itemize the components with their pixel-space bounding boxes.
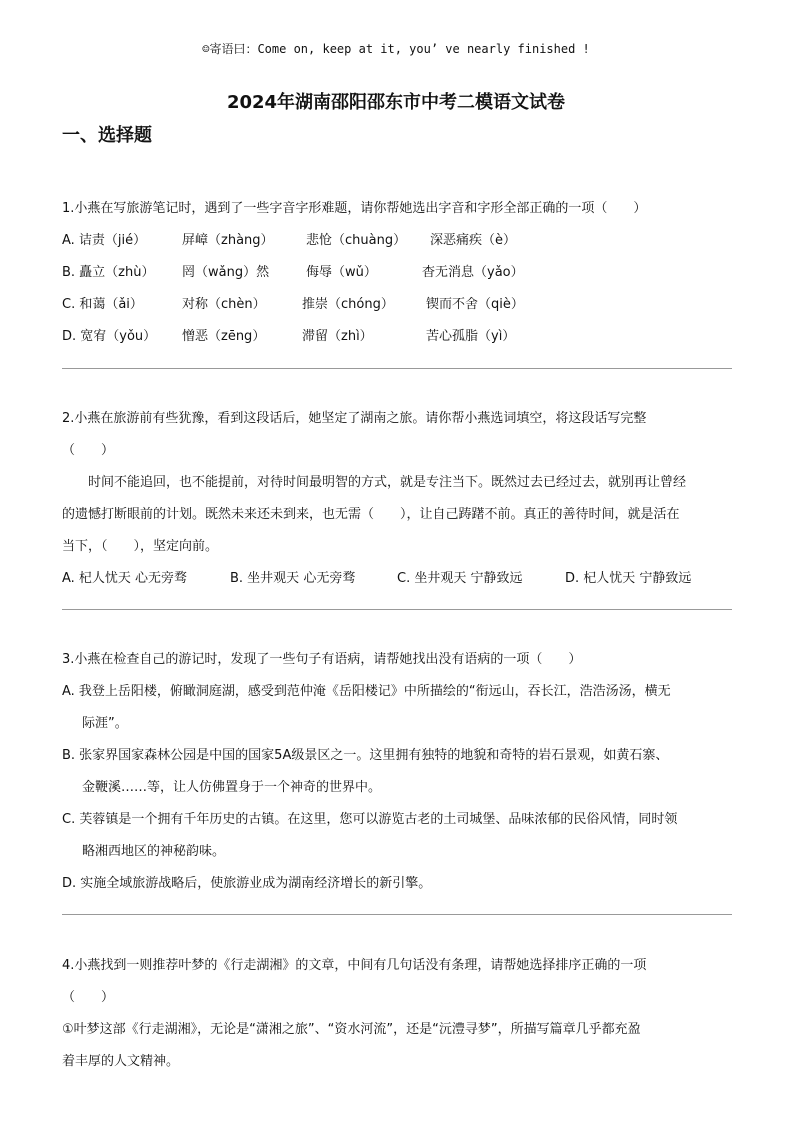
- q1-option-d-4: 苦心孤脂（yì）: [426, 329, 516, 344]
- q1-option-a-1: A. 诘责（jié）: [62, 233, 147, 248]
- q1-option-c-3: 推崇（chóng）: [302, 297, 394, 312]
- q4-sentence-1-line-1: ①叶梦这部《行走湖湘》，无论是“潇湘之旅”、“资水河流”，还是“沅澧寻梦”，所描写篇章几乎都充盈: [62, 1022, 641, 1037]
- divider: [62, 609, 732, 610]
- q1-option-b-2: 罔（wǎng）然: [182, 265, 270, 280]
- q1-option-b-4: 杳无消息（yǎo）: [422, 265, 524, 280]
- q1-option-c-4: 锲而不舍（qiè）: [426, 297, 524, 312]
- divider: [62, 368, 732, 369]
- question-3-stem: 3.小燕在检查自己的游记时，发现了一些句子有语病，请帮她找出没有语病的一项（ ）: [62, 652, 582, 667]
- motto-line: ☺寄语曰：Come on, keep at it, you’ ve nearly finished !: [202, 42, 590, 56]
- q2-passage-line-3: 当下，（ ），坚定向前。: [62, 539, 219, 554]
- q2-option-c: C. 坐井观天 宁静致远: [397, 571, 523, 586]
- q2-option-b: B. 坐井观天 心无旁骛: [230, 571, 356, 586]
- question-4-stem: 4.小燕找到一则推荐叶梦的《行走湖湘》的文章，中间有几句话没有条理，请帮她选择排序正确的一项: [62, 958, 647, 973]
- q2-passage-line-2: 的遗憾打断眼前的计划。既然未来还未到来，也无需（ ），让自己踌躇不前。真正的善待时间，就是活在: [62, 507, 680, 522]
- q1-option-c-1: C. 和蔼（ǎi）: [62, 297, 143, 312]
- q1-option-a-4: 深恶痛疾（è）: [430, 233, 516, 248]
- q1-option-d-1: D. 宽宥（yǒu）: [62, 329, 157, 344]
- q2-passage-line-1: 时间不能追回，也不能提前，对待时间最明智的方式，就是专注当下。既然过去已经过去，就别再让曾经: [88, 475, 687, 490]
- question-1-stem: 1.小燕在写旅游笔记时，遇到了一些字音字形难题，请你帮她选出字音和字形全部正确的一项（ ）: [62, 201, 647, 216]
- q3-option-c-line-2: 略湘西地区的神秘韵味。: [82, 844, 226, 859]
- divider: [62, 914, 732, 915]
- q2-option-a: A. 杞人忧天 心无旁骛: [62, 571, 188, 586]
- q1-option-d-3: 滞留（zhì）: [302, 329, 373, 344]
- page-title: 2024年湖南邵阳邵东市中考二模语文试卷: [226, 92, 566, 113]
- q1-option-b-3: 侮辱（wǔ）: [306, 265, 377, 280]
- q3-option-b-line-1: B. 张家界国家森林公园是中国的国家5A级景区之一。这里拥有独特的地貌和奇特的岩石景观，如黄石寨、: [62, 748, 669, 763]
- question-2-stem: 2.小燕在旅游前有些犹豫，看到这段话后，她坚定了湖南之旅。请你帮小燕选词填空，将这段话写完整: [62, 411, 647, 426]
- q3-option-a-line-1: A. 我登上岳阳楼，俯瞰洞庭湖，感受到范仲淹《岳阳楼记》中所描绘的“衔远山，吞长江，浩浩汤汤，横无: [62, 684, 671, 699]
- q1-option-d-2: 憎恶（zēng）: [182, 329, 266, 344]
- q1-option-c-2: 对称（chèn）: [182, 297, 266, 312]
- q4-sentence-1-line-2: 着丰厚的人文精神。: [62, 1054, 180, 1069]
- q3-option-d: D. 实施全域旅游战略后，使旅游业成为湖南经济增长的新引擎。: [62, 876, 432, 891]
- q3-option-a-line-2: 际涯”。: [82, 716, 128, 731]
- q1-option-b-1: B. 矗立（zhù）: [62, 265, 155, 280]
- q2-option-d: D. 杞人忧天 宁静致远: [565, 571, 692, 586]
- q1-option-a-3: 悲怆（chuàng）: [306, 233, 407, 248]
- question-2-blank: （ ）: [62, 443, 115, 458]
- q1-option-a-2: 屏嶂（zhàng）: [182, 233, 274, 248]
- question-4-blank: （ ）: [62, 990, 115, 1005]
- q3-option-b-line-2: 金鞭溪……等，让人仿佛置身于一个神奇的世界中。: [82, 780, 382, 795]
- q3-option-c-line-1: C. 芙蓉镇是一个拥有千年历史的古镇。在这里，您可以游览古老的土司城堡、品味浓郁的民俗风情，同时领: [62, 812, 678, 827]
- section-heading: 一、选择题: [62, 125, 152, 146]
